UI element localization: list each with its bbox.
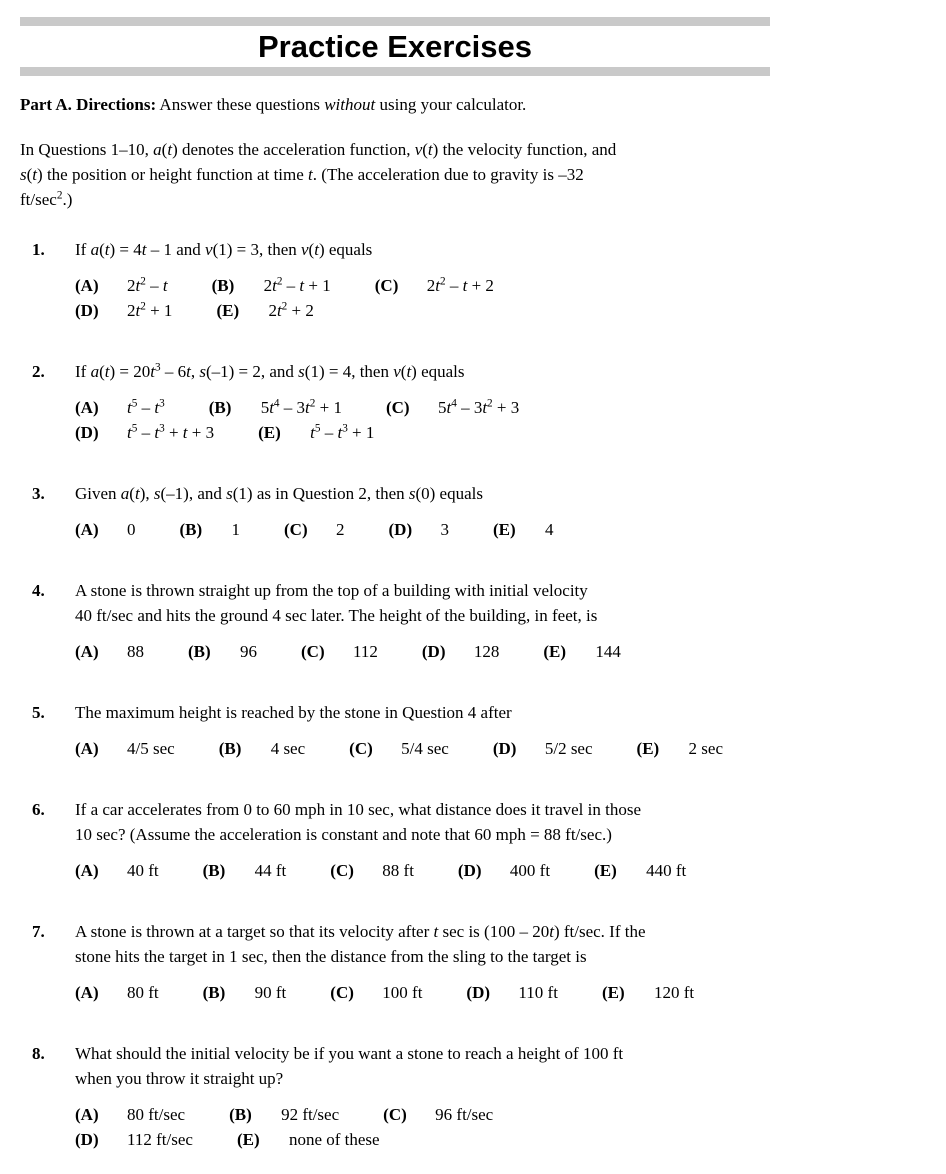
divider-bottom: [20, 67, 770, 76]
choice-option-e: [543, 639, 621, 664]
choice-option-d: [493, 736, 593, 761]
choices: [75, 736, 795, 761]
question-1: [32, 237, 946, 323]
page-title: Practice Exercises: [257, 29, 533, 64]
choice-row: [75, 1102, 795, 1127]
choice-value: 4: [545, 520, 554, 539]
choice-value: 5/4 sec: [401, 739, 449, 758]
choice-label: (B): [202, 861, 226, 880]
choice-option-d: [458, 858, 550, 883]
choice-value: 100 ft: [382, 983, 423, 1002]
choice-value: 96: [240, 642, 257, 661]
question-4: [32, 578, 946, 664]
choice-option-a: [75, 639, 144, 664]
choice-option-b: [212, 273, 331, 298]
choice-label: (C): [374, 276, 399, 295]
choice-label: (D): [466, 983, 491, 1002]
choice-option-c: [301, 639, 378, 664]
choice-value: $t^5 - t^3$: [127, 397, 165, 417]
choice-value: $2t^2 - t + 1$: [263, 275, 331, 295]
choice-value: 112 ft/sec: [127, 1130, 193, 1149]
choice-option-a: [75, 1102, 185, 1127]
question-stem: What should the initial velocity be if you want a stone to reach a height of 100 ft when you throw it straight up?: [75, 1044, 624, 1088]
choice-label: (B): [202, 983, 226, 1002]
question-stem: If a car accelerates from 0 to 60 mph in 10 sec, what distance does it travel in those 10 sec? (Assume the acceleration is constant and note that 60 mph = 88 ft/sec.): [75, 800, 641, 844]
question-stem: A stone is thrown straight up from the top of a building with initial velocity 40 ft/sec and hits the ground 4 sec later. The height of the building, in feet, is: [75, 581, 598, 625]
choice-value: 96 ft/sec: [435, 1105, 494, 1124]
choice-value: 88: [127, 642, 144, 661]
choice-option-d: [75, 1127, 193, 1152]
choice-option-b: [219, 736, 305, 761]
choice-option-a: [75, 517, 136, 542]
choice-value: 2: [336, 520, 345, 539]
choice-value: 3: [440, 520, 449, 539]
choice-option-c: [375, 273, 494, 298]
choice-value: 4 sec: [270, 739, 306, 758]
choice-label: (E): [216, 301, 240, 320]
choice-option-b: [229, 1102, 339, 1127]
question-7: [32, 919, 946, 1005]
choice-label: (B): [179, 520, 203, 539]
question-stem: Given a(t), s(–1), and s(1) as in Question 2, then s(0) equals: [75, 484, 483, 503]
choice-value: 0: [127, 520, 136, 539]
choice-option-d: [466, 980, 558, 1005]
choice-option-c: [349, 736, 449, 761]
choice-label: (D): [75, 301, 99, 320]
choice-label: (B): [218, 739, 242, 758]
choice-option-b: [203, 858, 287, 883]
choice-option-d: [422, 639, 500, 664]
choice-option-e: [258, 420, 374, 445]
choice-option-b: [180, 517, 241, 542]
choice-value: 2 sec: [688, 739, 723, 758]
choice-label: (E): [543, 642, 567, 661]
choice-label: (A): [75, 861, 99, 880]
choice-label: (D): [75, 423, 99, 442]
choice-value: $2t^2 + 1$: [127, 300, 173, 320]
question-3: [32, 481, 946, 542]
choice-value: 80 ft/sec: [127, 1105, 186, 1124]
choice-row: [75, 517, 795, 542]
choice-option-c: [330, 980, 422, 1005]
choice-option-e: [602, 980, 694, 1005]
choice-value: $t^5 - t^3 + t + 3$: [127, 422, 215, 442]
choice-option-d: [389, 517, 450, 542]
choice-option-d: [75, 420, 214, 445]
choice-value: $5t^4 - 3t^2 + 1$: [260, 397, 342, 417]
choice-option-a: [75, 736, 175, 761]
choice-label: (D): [75, 1130, 99, 1149]
choice-option-b: [188, 639, 257, 664]
choice-value: 128: [473, 642, 500, 661]
choice-label: (B): [229, 1105, 252, 1124]
question-stem: The maximum height is reached by the stone in Question 4 after: [75, 703, 512, 722]
choice-option-b: [209, 395, 342, 420]
choices: [75, 1102, 795, 1152]
choice-value: 110 ft: [518, 983, 558, 1002]
choice-value: 400 ft: [509, 861, 551, 880]
choice-label: (A): [75, 398, 99, 417]
choice-label: (C): [385, 398, 410, 417]
choice-option-a: [75, 273, 168, 298]
question-number: 3.: [32, 484, 45, 503]
choice-option-c: [386, 395, 519, 420]
choice-label: (E): [493, 520, 516, 539]
choices: [75, 395, 795, 445]
choice-value: 1: [231, 520, 240, 539]
question-6: [32, 797, 946, 883]
choice-option-b: [203, 980, 287, 1005]
choice-value: 80 ft: [127, 983, 159, 1002]
question-5: [32, 700, 946, 761]
choice-label: (A): [75, 1105, 99, 1124]
choices: [75, 980, 795, 1005]
question-8: [32, 1041, 946, 1152]
choice-label: (C): [284, 520, 308, 539]
choice-row: [75, 395, 795, 420]
choice-label: (B): [188, 642, 211, 661]
choice-option-a: [75, 858, 159, 883]
choice-value: $t^5 - t^3 + 1$: [310, 422, 375, 442]
choices: [75, 273, 795, 323]
choice-value: 88 ft: [382, 861, 414, 880]
choice-option-e: [237, 1127, 380, 1152]
choice-label: (D): [388, 520, 413, 539]
question-number: 4.: [32, 581, 45, 600]
choice-option-a: [75, 980, 159, 1005]
choice-row: [75, 1127, 795, 1152]
choice-label: (C): [383, 1105, 407, 1124]
choice-label: (B): [211, 276, 235, 295]
choice-row: [75, 298, 795, 323]
part-a-text: Answer these questions without using your calculator.: [156, 95, 527, 114]
part-a-directions: [20, 92, 780, 117]
choice-value: 44 ft: [254, 861, 287, 880]
divider-top: [20, 17, 770, 26]
choice-label: (D): [457, 861, 482, 880]
choice-value: 120 ft: [653, 983, 695, 1002]
question-number: 1.: [32, 240, 45, 259]
choice-label: (E): [594, 861, 617, 880]
choice-label: (E): [258, 423, 281, 442]
choice-label: (E): [236, 1130, 260, 1149]
intro-paragraph: In Questions 1–10, a(t) denotes the acceleration function, v(t) the velocity function, and s(t) the position or height function at time t. (The acceleration due to gravity is –32 $ft/\sec^2$.): [20, 140, 617, 209]
choice-label: (B): [208, 398, 232, 417]
choice-row: [75, 980, 795, 1005]
choice-value: $5t^4 - 3t^2 + 3$: [437, 397, 520, 417]
choice-option-c: [284, 517, 345, 542]
choice-row: [75, 639, 795, 664]
choice-value: 4/5 sec: [127, 739, 175, 758]
choice-value: 40 ft: [127, 861, 159, 880]
choice-row: [75, 273, 795, 298]
choices: [75, 858, 795, 883]
choice-option-e: [216, 298, 313, 323]
choice-label: (C): [301, 642, 325, 661]
question-stem: If $a(t) = 20t^3 - 6t$, s(–1) = 2, and s(1) = 4, then v(t) equals: [75, 361, 465, 381]
choice-label: (A): [75, 739, 99, 758]
choice-row: [75, 420, 795, 445]
choice-option-a: [75, 395, 165, 420]
choice-label: (C): [330, 983, 354, 1002]
choice-value: 144: [595, 642, 621, 661]
choice-label: (C): [349, 739, 373, 758]
choice-value: 112: [353, 642, 378, 661]
question-number: 8.: [32, 1044, 45, 1063]
choice-option-c: [330, 858, 414, 883]
choice-value: 5/2 sec: [544, 739, 593, 758]
question-number: 2.: [32, 362, 45, 381]
choice-label: (A): [75, 276, 99, 295]
question-number: 5.: [32, 703, 45, 722]
choice-label: (A): [75, 983, 99, 1002]
choices: [75, 639, 795, 664]
choice-row: [75, 736, 795, 761]
choice-option-c: [383, 1102, 493, 1127]
choice-option-e: [594, 858, 686, 883]
question-stem: A stone is thrown at a target so that its velocity after t sec is (100 – 20t) ft/sec. If the stone hits the target in 1 sec, then the distance from the sling to the target is: [75, 922, 646, 966]
question-number: 7.: [32, 922, 45, 941]
choice-value: 92 ft/sec: [281, 1105, 340, 1124]
choice-row: [75, 858, 795, 883]
choice-value: 90 ft: [254, 983, 287, 1002]
choices: [75, 517, 795, 542]
question-stem: If a(t) = 4t – 1 and v(1) = 3, then v(t) equals: [75, 240, 373, 259]
part-a-label: Part A. Directions:: [20, 95, 157, 114]
choice-label: (E): [601, 983, 625, 1002]
choice-value: $2t^2$ – t: [127, 275, 168, 295]
choice-label: (E): [636, 739, 660, 758]
question-number: 6.: [32, 800, 45, 819]
choice-label: (D): [492, 739, 517, 758]
choice-label: (A): [75, 642, 99, 661]
choice-option-e: [637, 736, 723, 761]
choice-label: (C): [330, 861, 354, 880]
question-2: [32, 359, 946, 445]
choice-label: (D): [421, 642, 446, 661]
choice-label: (A): [75, 520, 99, 539]
choice-value: 440 ft: [646, 861, 687, 880]
choice-value: $2t^2 - t + 2$: [426, 275, 494, 295]
choice-option-e: [493, 517, 554, 542]
choice-value: none of these: [288, 1130, 380, 1149]
choice-value: $2t^2 + 2$: [268, 300, 314, 320]
choice-option-d: [75, 298, 172, 323]
